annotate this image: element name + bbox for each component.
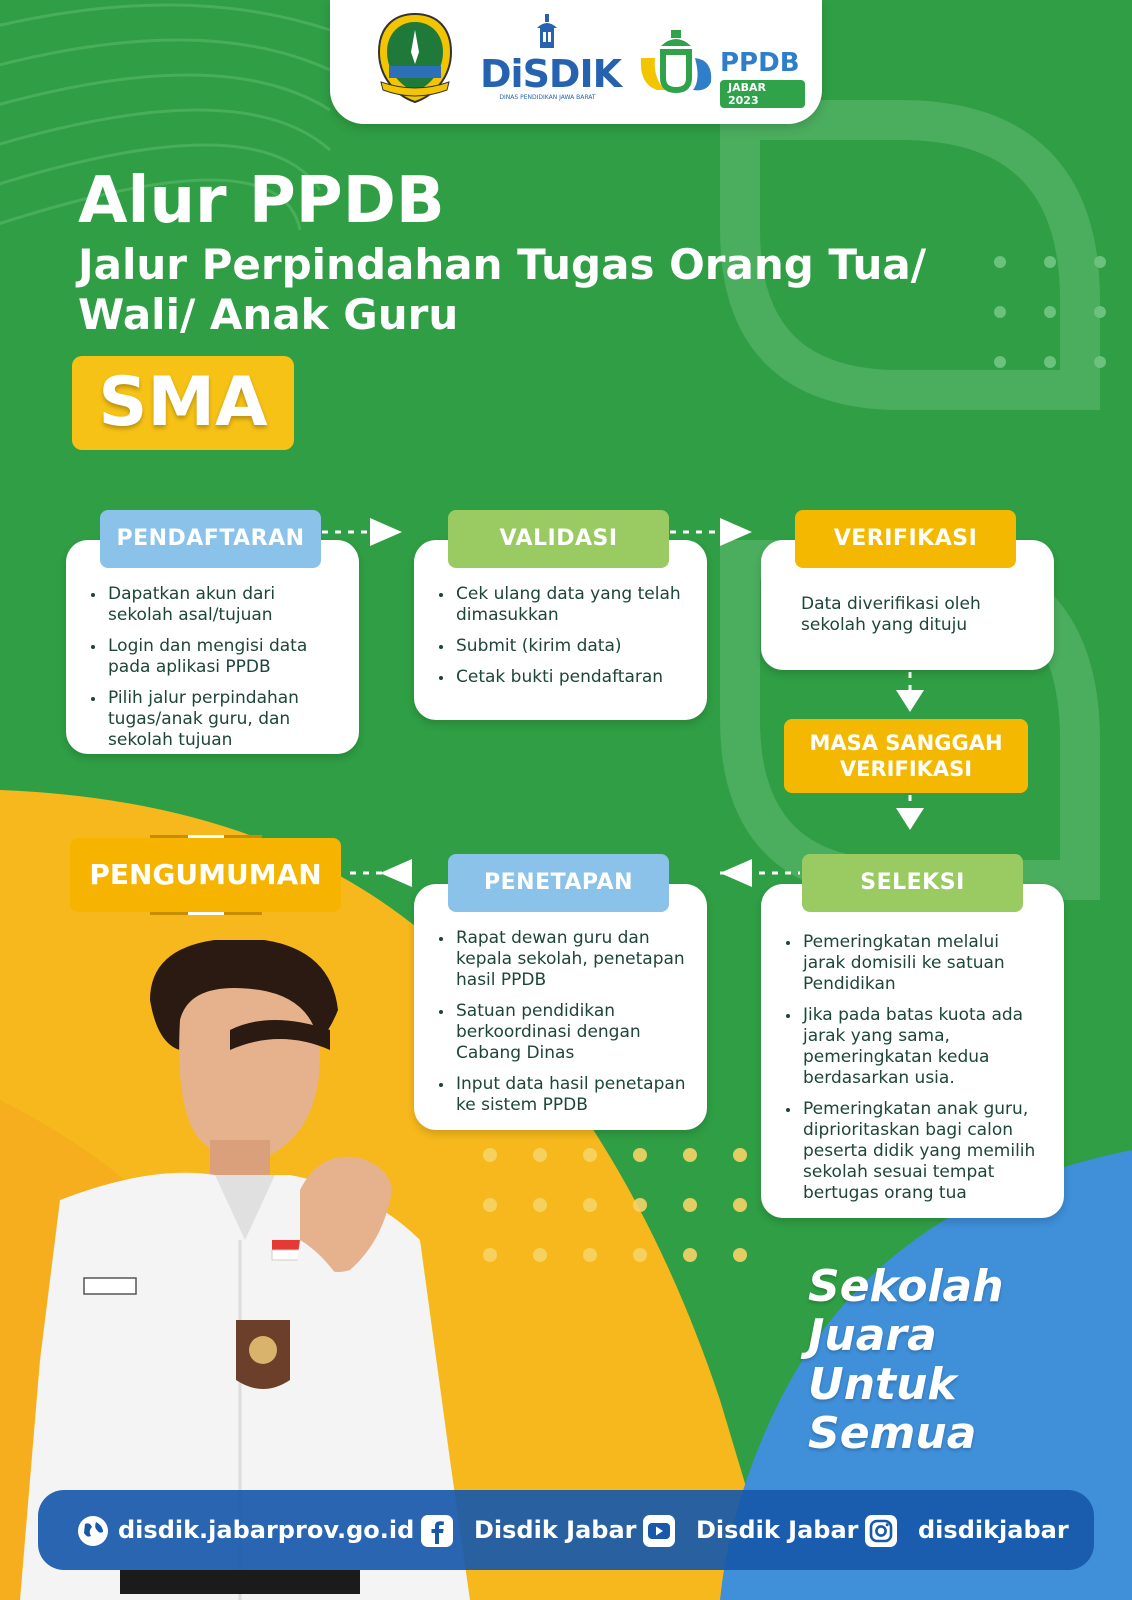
- verifikasi-text: Data diverifikasi oleh sekolah yang dituju: [801, 594, 981, 635]
- list-item: • Input data hasil penetapan ke sistem PPDB: [454, 1074, 695, 1116]
- pendaftaran-card: [66, 540, 359, 754]
- instagram-link[interactable]: disdikjabar: [918, 1516, 1069, 1544]
- disdik-logo-subtext: DINAS PENDIDIKAN JAWA BARAT: [499, 94, 596, 101]
- list-item: • Login dan mengisi data pada aplikasi PPDB: [106, 636, 345, 678]
- list-item: • Cek ulang data yang telah dimasukkan: [454, 584, 693, 626]
- list-item: • Pemeringkatan melalui jarak domisili ke satuan Pendidikan: [801, 932, 1044, 995]
- slogan: [808, 1262, 1004, 1458]
- subtitle-line-2: Wali/ Anak Guru: [78, 290, 459, 339]
- list-item: • Pilih jalur perpindahan tugas/anak guru, dan sekolah tujuan: [106, 688, 345, 751]
- ppdb-jabar-logo: [635, 28, 805, 107]
- step-masa-sanggah-label: [784, 719, 1028, 793]
- slogan-line: Juara: [808, 1310, 937, 1361]
- list-item: • Submit (kirim data): [454, 636, 693, 657]
- subtitle-line-1: Jalur Perpindahan Tugas Orang Tua/: [78, 240, 927, 289]
- seleksi-card: [761, 884, 1064, 1218]
- list-item: • Jika pada batas kuota ada jarak yang sama, pemeringkatan kedua berdasarkan usia.: [801, 1005, 1044, 1089]
- youtube-link[interactable]: Disdik Jabar: [696, 1516, 859, 1544]
- pendaftaran-list: [66, 584, 359, 751]
- globe-icon: [76, 1514, 110, 1548]
- website-link[interactable]: disdik.jabarprov.go.id: [118, 1516, 415, 1544]
- list-item: • Dapatkan akun dari sekolah asal/tujuan: [106, 584, 345, 626]
- validasi-list: [414, 584, 707, 688]
- step-seleksi-label: SELEKSI: [802, 854, 1023, 912]
- step-verifikasi-label: VERIFIKASI: [795, 510, 1016, 568]
- list-item: • Satuan pendidikan berkoordinasi dengan Cabang Dinas: [454, 1001, 695, 1064]
- page-title: Alur PPDB: [78, 164, 445, 238]
- ppdb-logo-text: PPDB: [720, 48, 800, 78]
- disdik-logo: [480, 14, 622, 101]
- ppdb-logo-year: JABAR 2023: [720, 80, 805, 108]
- step-penetapan-label: PENETAPAN: [448, 854, 669, 912]
- youtube-icon: [642, 1514, 676, 1548]
- facebook-link[interactable]: Disdik Jabar: [474, 1516, 637, 1544]
- step-pendaftaran-label: PENDAFTARAN: [100, 510, 321, 568]
- seleksi-list: [761, 932, 1064, 1204]
- facebook-icon: [420, 1514, 454, 1548]
- list-item: • Rapat dewan guru dan kepala sekolah, penetapan hasil PPDB: [454, 928, 695, 991]
- slogan-line: Semua: [808, 1408, 977, 1459]
- disdik-logo-text: DiSDIK: [480, 52, 622, 96]
- masa-sanggah-line-2: VERIFIKASI: [839, 757, 973, 781]
- step-validasi-label: VALIDASI: [448, 510, 669, 568]
- slogan-line: Untuk: [808, 1359, 957, 1410]
- jawa-barat-seal-logo: [375, 12, 455, 104]
- list-item: • Pemeringkatan anak guru, diprioritaskan bagi calon peserta didik yang memilih sekolah sesuai tempat bertugas orang tua: [801, 1099, 1044, 1204]
- header-logo-card: [330, 0, 822, 124]
- page-subtitle: [78, 240, 1038, 340]
- instagram-icon: [864, 1514, 898, 1548]
- list-item: • Cetak bukti pendaftaran: [454, 667, 693, 688]
- masa-sanggah-line-1: MASA SANGGAH: [809, 731, 1003, 755]
- slogan-line: Sekolah: [808, 1261, 1004, 1312]
- level-badge: SMA: [72, 356, 294, 450]
- footer-social-bar: [38, 1490, 1094, 1570]
- step-pengumuman-label: PENGUMUMAN: [70, 838, 341, 912]
